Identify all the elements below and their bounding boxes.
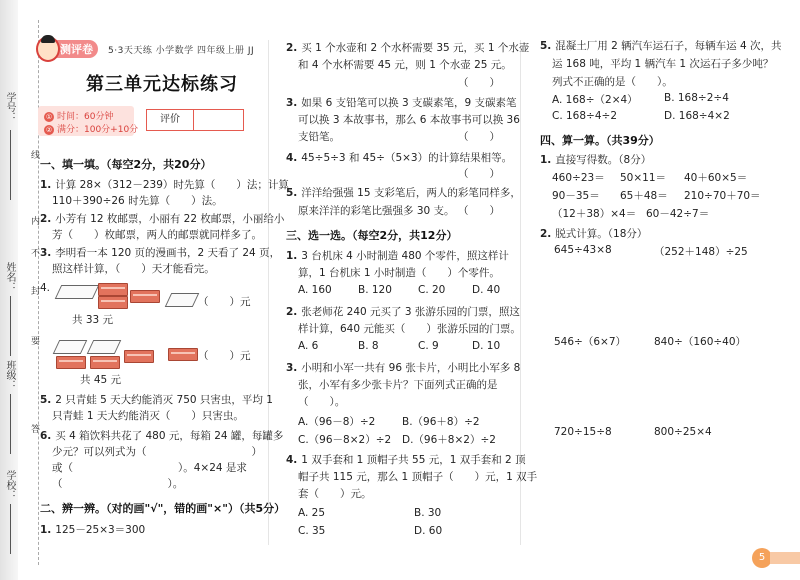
r-c5-option-b: B. 168÷2÷4 (664, 92, 729, 104)
r-oral-2b: 65＋48＝ (620, 190, 668, 202)
column-divider-1 (268, 40, 269, 545)
book-image (98, 283, 128, 296)
evaluation-box (146, 109, 244, 131)
r-p2-title: 2. 脱式计算。（18分） (540, 228, 648, 240)
margin-want-char: 要 (29, 336, 39, 345)
section-4-heading: 四、算一算。（共39分） (540, 134, 660, 147)
margin-name-label: 姓名： (4, 262, 15, 292)
l-q4-answer-2: （ ）元 (198, 350, 251, 362)
m-c3-option-c: C.（96－8×2）÷2 (298, 434, 392, 446)
r-oral-2c: 210÷70＋70＝ (684, 190, 761, 202)
m-q3-line3: 支铅笔。 (298, 131, 340, 143)
l-q6-line4: （ ）。 (52, 478, 184, 490)
m-c2-option-b: B. 8 (358, 340, 379, 352)
m-c1-option-b: B. 120 (358, 284, 392, 296)
l-q1-line2: 110＋390÷26 时先算（ ）法。 (52, 195, 223, 207)
book-image (90, 356, 120, 369)
m-c2-option-a: A. 6 (298, 340, 319, 352)
r-c5-option-d: D. 168÷4×2 (664, 110, 730, 122)
m-c3-option-d: D.（96＋8×2）÷2 (402, 434, 496, 446)
m-q3-line1: 3. 如果 6 支铅笔可以换 3 支碳素笔，9 支碳素笔 (286, 97, 517, 109)
r-oral-1a: 460÷23＝ (552, 172, 605, 184)
evaluation-label: 评价 (147, 110, 194, 130)
m-q3-paren: （ ） (458, 131, 500, 143)
book-image (56, 356, 86, 369)
m-c1-option-a: A. 160 (298, 284, 332, 296)
margin-name-line (10, 296, 11, 356)
pencil-case-image (165, 293, 200, 307)
m-c1-option-c: C. 20 (418, 284, 446, 296)
m-q4-line1: 4. 45÷5÷3 和 45÷（5×3）的计算结果相等。 (286, 152, 513, 164)
book-image (168, 348, 198, 361)
margin-class-label: 班级： (4, 360, 15, 390)
l-q6-line2: 少元？可以列式为（ ） (52, 446, 262, 458)
r-expr-4: 840÷（160÷40） (654, 336, 747, 348)
margin-line-char: 线 (29, 150, 39, 159)
r-expr-6: 800÷25×4 (654, 426, 712, 438)
m-c3-line3: （ ）。 (298, 396, 346, 408)
margin-student-id-line (10, 130, 11, 200)
margin-seal-char: 封 (29, 286, 39, 295)
l-q3-line1: 3. 李明看一本 120 页的漫画书，2 天看了 24 页， (40, 247, 281, 259)
r-oral-1b: 50×11＝ (620, 172, 667, 184)
m-c1-line1: 1. 3 台机床 4 小时制造 480 个零件，照这样计 (286, 250, 509, 262)
exam-full-score: ② 满分：100分+10分 (45, 125, 139, 135)
mascot-icon (36, 36, 60, 62)
l-q2-line2: 芳（ ）枚邮票，两人的邮票就同样多了。 (52, 229, 262, 241)
l-q2-line1: 2. 小芳有 12 枚邮票，小丽有 22 枚邮票，小丽给小 (40, 213, 285, 225)
m-c4-line2: 帽子共 115 元，那么 1 顶帽子（ ）元，1 双手 (298, 471, 538, 483)
m-c4-option-d: D. 60 (414, 525, 443, 537)
m-c3-line2: 张，小军有多少张卡片？下面列式正确的是 (298, 379, 498, 391)
page-corner-decoration (770, 552, 800, 564)
l-q4-caption-2: 共 45 元 (80, 374, 122, 386)
l-q6-line3: 或（ ）。4×24 是求 (52, 462, 247, 474)
l-q4-answer-1: （ ）元 (198, 296, 251, 308)
margin-school-line (10, 504, 11, 554)
margin-school-label: 学校： (4, 470, 15, 500)
page-title: 第三单元达标练习 (86, 74, 238, 95)
m-q5-line1: 5. 洋洋给强强 15 支彩笔后，两人的彩笔同样多， (286, 187, 521, 199)
book-image (130, 290, 160, 303)
test-badge-label: 测评卷 (60, 43, 93, 56)
pencil-case-image (87, 340, 122, 354)
m-c4-line3: 套（ ）元。 (298, 488, 372, 500)
m-c1-line2: 算，1 台机床 1 小时制造（ ）个零件。 (298, 267, 500, 279)
exam-time: ① 时间：60分钟 (45, 112, 114, 122)
clock-icon: ① (45, 112, 53, 121)
r-oral-2a: 90－35＝ (552, 190, 600, 202)
pencil-case-image (55, 285, 100, 299)
m-c3-line1: 3. 小明和小军一共有 96 张卡片，小明比小军多 8 (286, 362, 521, 374)
score-icon: ② (45, 125, 53, 134)
m-c4-line1: 4. 1 双手套和 1 顶帽子共 55 元，1 双手套和 2 顶 (286, 454, 526, 466)
r-c5-option-c: C. 168÷4÷2 (552, 110, 618, 122)
pencil-case-image (53, 340, 88, 354)
m-c3-option-b: B.（96＋8）÷2 (402, 416, 480, 428)
l-s2-q1: 1. 125－25×3＝300 (40, 524, 146, 536)
r-c5-option-a: A. 168÷（2×4） (552, 94, 638, 106)
l-q5-line2: 只青蛙 1 天大约能消灭（ ）只害虫。 (52, 410, 244, 422)
m-c4-option-c: C. 35 (298, 525, 326, 537)
r-oral-3a: （12＋38）×4＝ (552, 208, 637, 220)
m-c4-option-a: A. 25 (298, 507, 326, 519)
m-q3-line2: 可以换 3 本故事书，那么 6 本故事书可以换 36 (298, 114, 520, 126)
margin-class-line (10, 394, 11, 454)
page-number: 5 (752, 548, 772, 568)
book-image (124, 350, 154, 363)
section-2-heading: 二、辨一辨。（对的画"√"，错的画"×"）（共5分） (40, 502, 286, 515)
l-q1-line1: 1. 计算 28×（312－239）时先算（ ）法；计算 (40, 179, 289, 191)
margin-student-id-label: 学号： (4, 92, 15, 122)
r-c5-line3: 列式不正确的是（ ）。 (552, 76, 673, 88)
m-q5-line2: 原来洋洋的彩笔比强强多 30 支。 (298, 205, 455, 217)
m-c1-option-d: D. 40 (472, 284, 501, 296)
l-q4-number: 4. (40, 282, 51, 294)
book-image (98, 296, 128, 309)
section-1-heading: 一、填一填。（每空2分，共20分） (40, 158, 212, 171)
m-q2-paren: （ ） (458, 77, 500, 89)
m-c2-option-d: D. 10 (472, 340, 501, 352)
m-q5-paren: （ ） (458, 205, 500, 217)
r-c5-line2: 运 168 吨，平均 1 辆汽车 1 次运石子多少吨？ (552, 58, 774, 70)
r-oral-3b: 60－42÷7＝ (646, 208, 710, 220)
m-q4-paren: （ ） (458, 168, 500, 180)
r-oral-1c: 40＋60×5＝ (684, 172, 748, 184)
margin-answer-char: 答 (29, 424, 39, 433)
r-p1-title: 1. 直接写得数。（8分） (540, 154, 652, 166)
l-q6-line1: 6. 买 4 箱饮料共花了 480 元，每箱 24 罐，每罐多 (40, 430, 284, 442)
section-3-heading: 三、选一选。（每空2分，共12分） (286, 229, 458, 242)
series-line: 5·3天天练 小学数学 四年级上册 JJ (108, 46, 255, 56)
margin-no-char: 不 (29, 248, 39, 257)
r-expr-1: 645÷43×8 (554, 244, 612, 256)
r-expr-2: （252＋148）÷25 (654, 246, 748, 258)
m-c2-line1: 2. 张老师花 240 元买了 3 张游乐园的门票，照这 (286, 306, 520, 318)
margin-inside-char: 内 (29, 216, 39, 225)
r-expr-5: 720÷15÷8 (554, 426, 612, 438)
m-c2-line2: 样计算，640 元能买（ ）张游乐园的门票。 (298, 323, 521, 335)
m-q2-line1: 2. 买 1 个水壶和 2 个水杯需要 35 元，买 1 个水壶 (286, 42, 530, 54)
m-c4-option-b: B. 30 (414, 507, 442, 519)
m-q2-line2: 和 4 个水杯需要 45 元，则 1 个水壶 25 元。 (298, 59, 512, 71)
l-q5-line1: 5. 2 只青蛙 5 天大约能消灭 750 只害虫，平均 1 (40, 394, 273, 406)
r-expr-3: 546÷（6×7） (554, 336, 626, 348)
m-c2-option-c: C. 9 (418, 340, 439, 352)
m-c3-option-a: A.（96－8）÷2 (298, 416, 376, 428)
l-q4-caption-1: 共 33 元 (72, 314, 114, 326)
l-q3-line2: 照这样计算，（ ）天才能看完。 (52, 263, 215, 275)
r-c5-line1: 5. 混凝土厂用 2 辆汽车运石子，每辆车运 4 次，共 (540, 40, 782, 52)
